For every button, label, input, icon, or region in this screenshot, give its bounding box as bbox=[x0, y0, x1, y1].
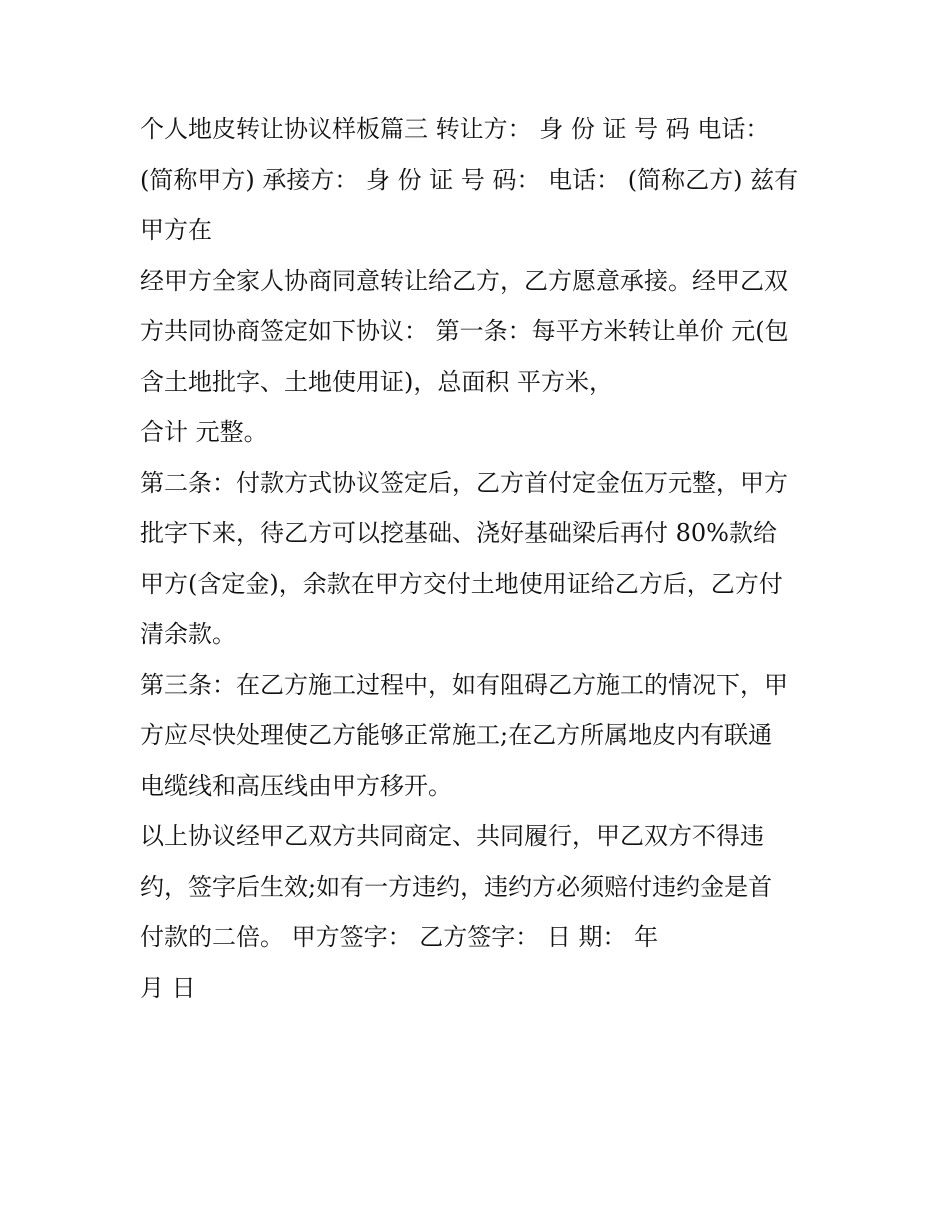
text-line: 以上协议经甲乙双方共同商定、共同履行，甲乙双方不得违 bbox=[140, 822, 764, 850]
text-line: 第二条：付款方式协议签定后，乙方首付定金伍万元整，甲方 bbox=[140, 468, 788, 497]
text-line: 经甲方全家人协商同意转让给乙方，乙方愿意承接。经甲乙双 bbox=[140, 266, 788, 295]
text-line: 甲方在 bbox=[140, 216, 212, 244]
agreement-text bbox=[140, 104, 820, 1013]
text-line: 第三条：在乙方施工过程中，如有阻碍乙方施工的情况下，甲 bbox=[140, 670, 788, 699]
text-line: 电缆线和高压线由甲方移开。 bbox=[140, 771, 452, 800]
text-line: 含土地批字、土地使用证)，总面积 平方米， bbox=[140, 367, 613, 396]
text-line: 方共同协商签定如下协议： 第一条：每平方米转让单价 元(包 bbox=[140, 317, 789, 345]
text-line: 约，签字后生效;如有一方违约，违约方必须赔付违约金是首 bbox=[140, 872, 773, 901]
text-line: (简称甲方) 承接方： 身 份 证 号 码： 电话： (简称乙方) 兹有 bbox=[140, 165, 799, 194]
text-line: 方应尽快处理使乙方能够正常施工;在乙方所属地皮内有联通 bbox=[140, 721, 773, 749]
text-line: 清余款。 bbox=[140, 620, 236, 648]
text-line: 甲方(含定金)，余款在甲方交付土地使用证给乙方后，乙方付 bbox=[140, 569, 783, 598]
text-line: 批字下来，待乙方可以挖基础、浇好基础梁后再付 80%款给 bbox=[140, 519, 777, 547]
text-line: 付款的二倍。 甲方签字： 乙方签字： 日 期： 年 bbox=[140, 923, 659, 951]
text-line: 合计 元整。 bbox=[140, 418, 268, 446]
text-line: 个人地皮转让协议样板篇三 转让方： 身 份 证 号 码 电话： bbox=[140, 115, 770, 143]
text-line: 月 日 bbox=[140, 973, 196, 1002]
